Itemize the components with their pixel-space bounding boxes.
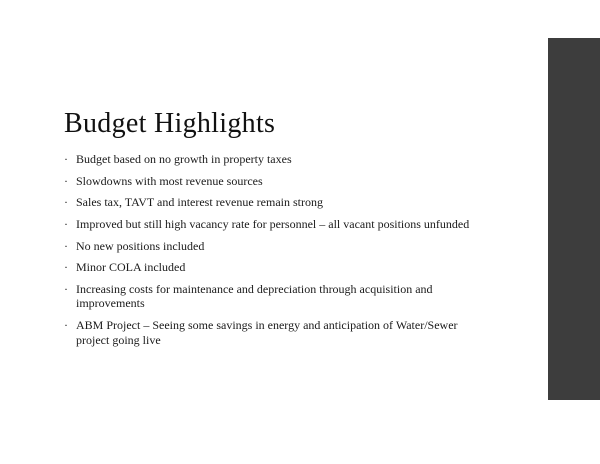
bullet-text: Sales tax, TAVT and interest revenue remain strong <box>76 195 323 210</box>
bullet-item <box>64 174 488 189</box>
bullet-item <box>64 318 488 347</box>
bullet-icon: · <box>64 173 68 188</box>
slide-title: Budget Highlights <box>64 108 276 139</box>
bullet-icon: · <box>64 281 68 296</box>
bullet-text: Budget based on no growth in property taxes <box>76 152 292 166</box>
bullet-item <box>64 195 488 210</box>
bullet-icon: · <box>64 318 68 332</box>
bullet-text: Slowdowns with most revenue sources <box>76 173 263 188</box>
bullet-text: No new positions included <box>76 238 205 253</box>
bullet-icon: · <box>64 152 68 166</box>
bullet-text: Improved but still high vacancy rate for personnel – all vacant positions unfunded <box>76 216 470 231</box>
bullet-item <box>64 282 488 311</box>
bullet-icon: · <box>64 195 68 210</box>
bullet-item <box>64 217 488 232</box>
bullet-item <box>64 260 488 275</box>
bullet-item <box>64 239 488 254</box>
bullet-text: Increasing costs for maintenance and depreciation through acquisition and improvements <box>76 281 433 311</box>
bullet-icon: · <box>64 216 68 231</box>
accent-bar <box>548 38 600 400</box>
bullet-icon: · <box>64 238 68 253</box>
bullet-item <box>64 152 488 167</box>
bullet-icon: · <box>64 260 68 275</box>
bullet-text: Minor COLA included <box>76 260 186 275</box>
bullet-text: ABM Project – Seeing some savings in energy and anticipation of Water/Sewer project going live <box>76 318 458 347</box>
bullet-list <box>64 152 488 354</box>
